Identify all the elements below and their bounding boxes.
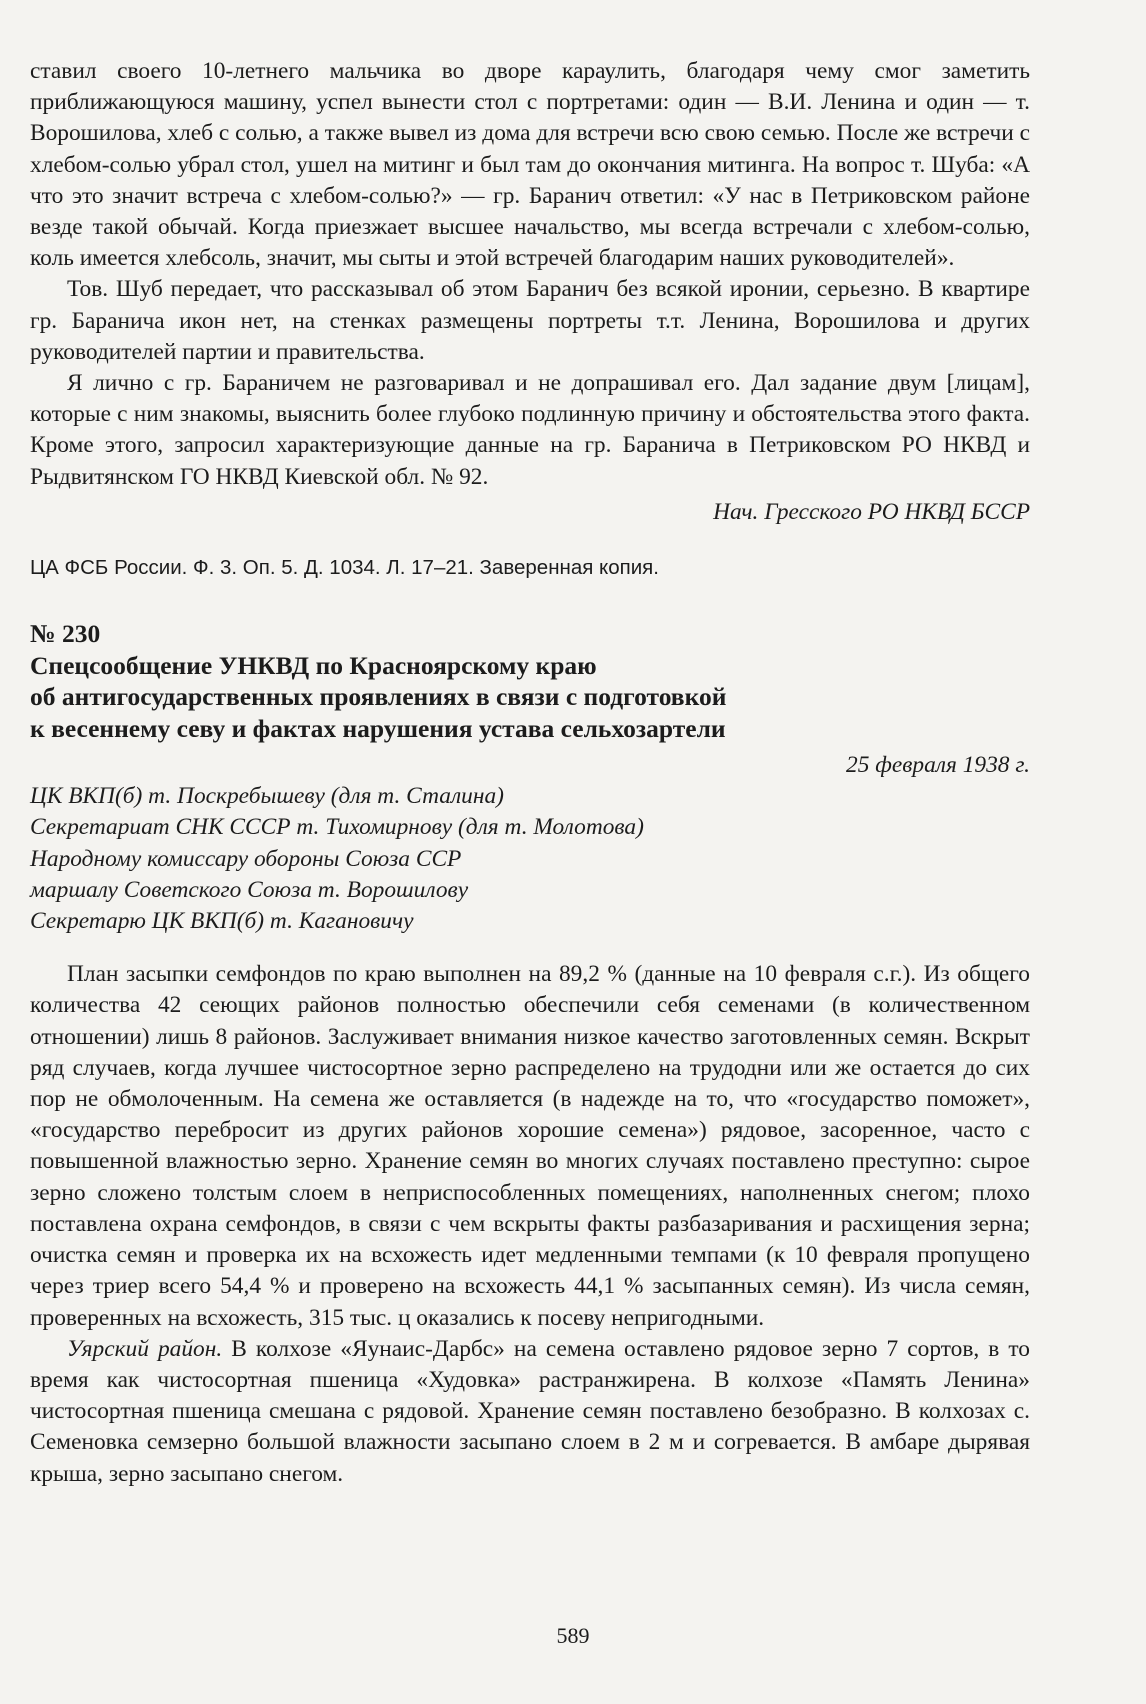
archive-source: ЦА ФСБ России. Ф. 3. Оп. 5. Д. 1034. Л. 17–21. Заверенная копия. [30, 556, 659, 580]
paragraph-personal-note: Я лично с гр. Бараничем не разговаривал и не допрашивал его. Дал задание двум [лицам], которые с ним знакомы, выяснить более глубоко подлинную причину и обстоятельства этого факта. Кроме этого, запросил характеризующие данные на гр. Баранича в Петриковском РО НКВД и Рыдвитянском ГО НКВД Киевской обл. № 92. [30, 370, 1030, 490]
paragraph-seed-fund: План засыпки семфондов по краю выполнен на 89,2 % (данные на 10 февраля с.г.). Из общего количества 42 сеющих районов полностью обеспечили себя семенами (в количественном отношении) лишь 8 районов. Заслуживает внимания низкое качество заготовленных семян. Вскрыт ряд случаев, когда лучшее чистосортное зерно распределено на трудодни или же остается до сих пор не обмолоченным. На семена же оставляется (в надежде на то, что «государство поможет», «государство перебросит из других районов хорошие семена») рядовое, засоренное, часто с повышенной влажностью зерно. Хранение семян во многих случаях поставлено преступно: сырое зерно сложено толстым слоем в неприспособленных помещениях, наполненных снегом; плохо поставлена охрана семфондов, в связи с чем вскрыты факты разбазаривания и расхищения зерна; очистка семян и проверка их на всхожесть идет медленными темпами (к 10 февраля пропущено через триер всего 54,4 % и проверено на всхожесть 44,1 % засыпанных семян). Из числа семян, проверенных на всхожесть, 315 тыс. ц оказались к посеву непригодными. [30, 961, 1030, 1331]
addressee: ЦК ВКП(б) т. Поскребышеву (для т. Сталина) [30, 783, 504, 810]
paragraph-shub-report: Тов. Шуб передает, что рассказывал об этом Баранич без всякой иронии, серьезно. В квартире гр. Баранича икон нет, на стенках размещены портреты т.т. Ленина, Ворошилова и других руководителей партии и правительства. [30, 276, 1030, 365]
region-text: В колхозе «Яунаис-Дарбс» на семена оставлено рядовое зерно 7 сортов, в то время как чистосортная пшеница «Худовка» растранжирена. В колхозе «Память Ленина» чистосортная пшеница смешана с рядовой. Хранение семян поставлено безобразно. В колхозах с. Семеновка семзерно большой влажности засыпано слоем в 2 м и согревается. В амбаре дырявая крыша, зерно засыпано снегом. [30, 1335, 1030, 1487]
addressee-list [30, 781, 1030, 937]
continued-paragraph: ставил своего 10-летнего мальчика во дворе караулить, благодаря чему смог заметить приближающуюся машину, успел вынести стол с портретами: один — В.И. Ленина и один — т. Ворошилова, хлеб с солью, а также вывел из дома для встречи всю свою семью. После же встречи с хлебом-солью убрал стол, ушел на митинг и был там до окончания митинга. На вопрос т. Шуба: «А что это значит встреча с хлебом-солью?» — гр. Баранич ответил: «У нас в Петриковском районе везде такой обычай. Когда приезжает высшее начальство, мы всегда встречали с хлебом-солью, коль имеется хлебсоль, значит, мы сыты и этой встречей благодарим наших руководителей». [30, 58, 1030, 272]
title-line: об антигосударственных проявлениях в связи с подготовкой [30, 682, 727, 712]
addressee: Народному комиссару обороны Союза ССР [30, 845, 462, 872]
title-line: Спецсообщение УНКВД по Красноярскому краю [30, 650, 597, 680]
page-number: 589 [556, 1623, 590, 1648]
document-body [30, 959, 1030, 1489]
document-title [30, 650, 1030, 745]
document-date: 25 февраля 1938 г. [846, 752, 1030, 779]
region-name: Уярский район. [67, 1335, 223, 1362]
paragraph-uyar-district [30, 1334, 1030, 1490]
addressee: маршалу Советского Союза т. Ворошилову [30, 876, 469, 903]
title-line: к весеннему севу и фактах нарушения устава сельхозартели [30, 713, 726, 743]
document-number: № 230 [30, 619, 101, 649]
text-column [30, 56, 1030, 1490]
signature: Нач. Гресского РО НКВД БССР [713, 498, 1030, 525]
addressee: Секретарю ЦК ВКП(б) т. Кагановичу [30, 908, 414, 935]
addressee: Секретариат СНК СССР т. Тихомирнову (для т. Молотова) [30, 814, 644, 841]
